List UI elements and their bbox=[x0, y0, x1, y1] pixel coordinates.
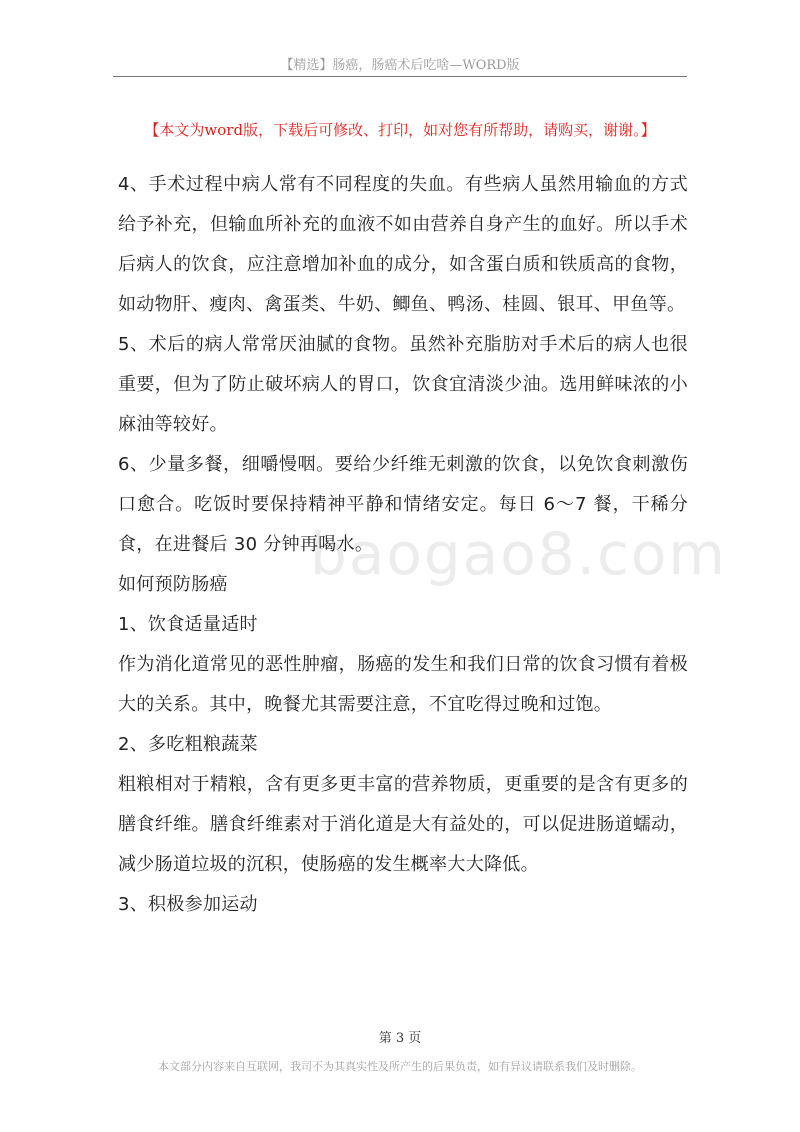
paragraph-6: 6、少量多餐，细嚼慢咽。要给少纤维无刺激的饮食，以免饮食刺激伤口愈合。吃饭时要保持精神平静和情绪安定。每日 6～7 餐，干稀分食，在进餐后 30 分钟再喝水。 bbox=[118, 454, 688, 555]
page-number: 第 3 页 bbox=[378, 1031, 422, 1046]
page-header: 【精选】肠癌，肠癌术后吃啥—WORD版 bbox=[280, 58, 520, 73]
subheading-2: 2、多吃粗粮蔬菜 bbox=[118, 734, 258, 755]
paragraph-diet: 作为消化道常见的恶性肿瘤，肠癌的发生和我们日常的饮食习惯有着极大的关系。其中，晚餐尤其需要注意，不宜吃得过晚和过饱。 bbox=[118, 654, 688, 715]
red-notice: 【本文为word版，下载后可修改、打印，如对您有所帮助，请购买，谢谢。】 bbox=[144, 121, 656, 139]
paragraph-grains: 粗粮相对于精粮，含有更多更丰富的营养物质，更重要的是含有更多的膳食纤维。膳食纤维素对于消化道是大有益处的，可以促进肠道蠕动，减少肠道垃圾的沉积，使肠癌的发生概率大大降低。 bbox=[118, 774, 688, 875]
paragraph-4: 4、手术过程中病人常有不同程度的失血。有些病人虽然用输血的方式给予补充，但输血所补充的血液不如由营养自身产生的血好。所以手术后病人的饮食，应注意增加补血的成分，如含蛋白质和铁质高的食物，如动物肝、瘦肉、禽蛋类、牛奶、鲫鱼、鸭汤、桂圆、银耳、甲鱼等。 bbox=[118, 174, 688, 315]
paragraph-5: 5、术后的病人常常厌油腻的食物。虽然补充脂肪对手术后的病人也很重要，但为了防止破坏病人的胃口，饮食宜清淡少油。选用鲜味浓的小麻油等较好。 bbox=[118, 334, 688, 435]
header-divider bbox=[113, 76, 687, 77]
watermark: baogao8.com bbox=[310, 520, 727, 588]
document-body bbox=[118, 165, 688, 925]
section-heading: 如何预防肠癌 bbox=[118, 574, 228, 595]
subheading-1: 1、饮食适量适时 bbox=[118, 614, 258, 635]
subheading-3: 3、积极参加运动 bbox=[118, 894, 258, 915]
disclaimer-footer: 本文部分内容来自互联网，我司不为其真实性及所产生的后果负责，如有异议请联系我们及时删除。 bbox=[158, 1060, 642, 1073]
